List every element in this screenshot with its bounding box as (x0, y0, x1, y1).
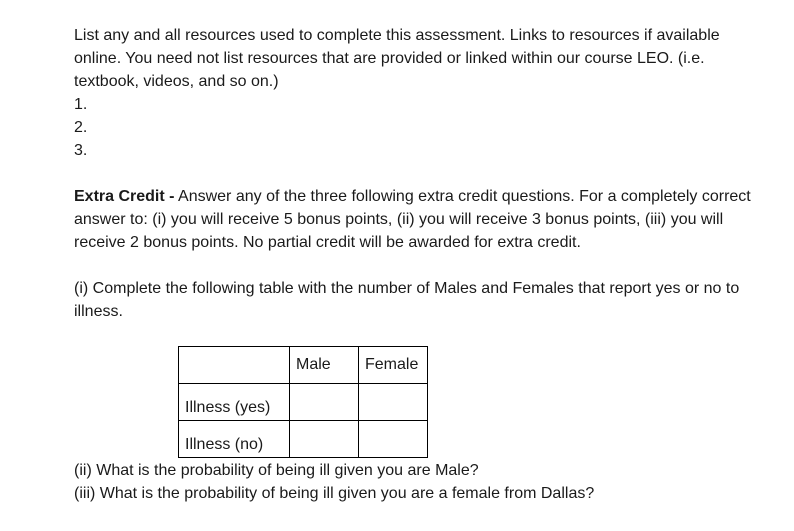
resource-item-1: 1. (74, 96, 88, 113)
follow-up-questions (74, 459, 754, 505)
resource-item-2: 2. (74, 119, 88, 136)
question-ii-text: (ii) What is the probability of being ill given you are Male? (74, 462, 479, 479)
cell-illness-yes-male[interactable] (290, 384, 359, 421)
column-header-male: Male (290, 347, 359, 384)
document-body (74, 24, 754, 323)
illness-table (178, 346, 428, 458)
table-row (179, 421, 428, 458)
table-header-row (179, 347, 428, 384)
resource-item-3: 3. (74, 142, 88, 159)
table-row (179, 384, 428, 421)
cell-illness-yes-female[interactable] (359, 384, 428, 421)
question-i-text: (i) Complete the following table with the number of Males and Females that report yes or no to illness. (74, 280, 740, 320)
spacer (74, 162, 754, 185)
extra-credit-heading: Extra Credit - (74, 188, 175, 205)
extra-credit-paragraph (74, 185, 754, 254)
cell-illness-no-male[interactable] (290, 421, 359, 458)
spacer (74, 254, 754, 277)
column-header-female: Female (359, 347, 428, 384)
extra-credit-body: Answer any of the three following extra credit questions. For a completely correct answer to: (i) you will receive 5 bonus points, (ii) you will receive 3 bonus points, (iii) you will receive 2 bonus points. No partial credit will be awarded for extra credit. (74, 188, 751, 251)
table-corner-cell (179, 347, 290, 384)
cell-illness-no-female[interactable] (359, 421, 428, 458)
resources-instructions: List any and all resources used to complete this assessment. Links to resources if available online. You need not list resources that are provided or linked within our course LEO. (i.e. textbook, videos, and so on.) (74, 27, 720, 90)
row-label-illness-no: Illness (no) (179, 421, 290, 458)
question-iii-text: (iii) What is the probability of being ill given you are a female from Dallas? (74, 485, 595, 502)
row-label-illness-yes: Illness (yes) (179, 384, 290, 421)
